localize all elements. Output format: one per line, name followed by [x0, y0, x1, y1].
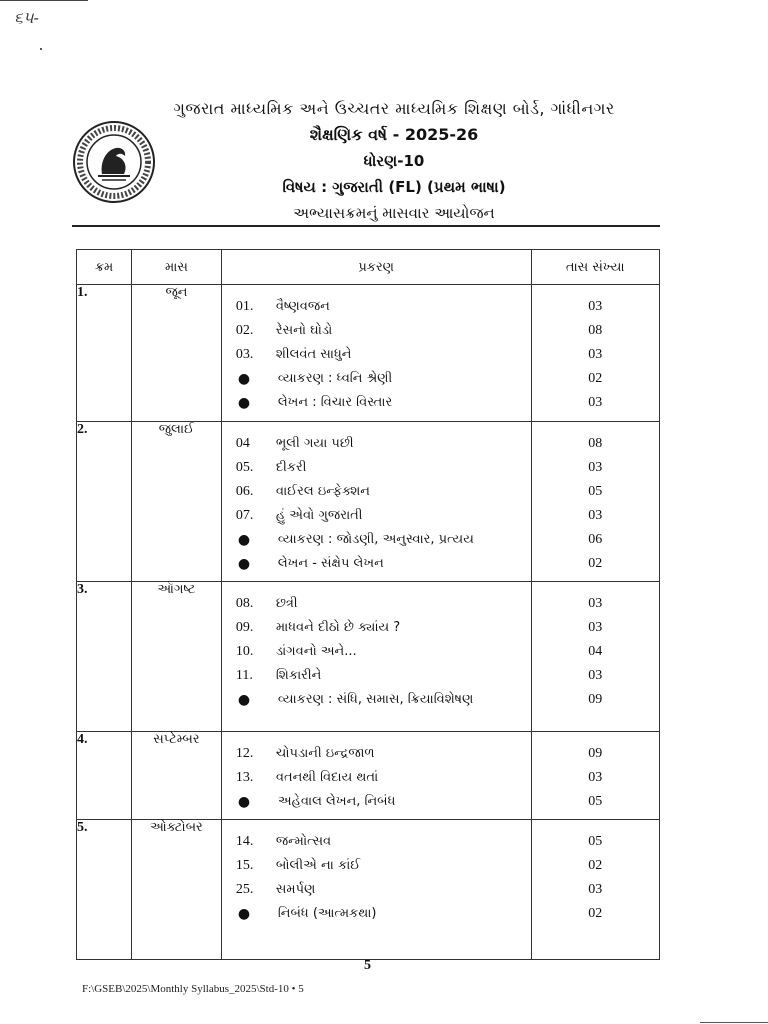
chapter-title: સમર્પણ — [275, 882, 316, 897]
syllabus-table — [76, 249, 660, 960]
bullet-icon: ● — [237, 692, 251, 708]
period-count: 05 — [588, 484, 603, 499]
header-rule — [72, 225, 660, 227]
month-serial: 3. — [77, 582, 132, 732]
list-item — [222, 528, 531, 552]
chapter-title: વ્યાકરણ : જોડણી, અનુસ્વાર, પ્રત્યય — [277, 532, 474, 547]
top-edge-line — [0, 0, 88, 1]
header-topic: પ્રકરણ — [221, 250, 531, 285]
count-cell — [531, 820, 660, 960]
chapter-title: વતનથી વિદાય થતાં — [275, 770, 379, 785]
list-item — [222, 295, 531, 319]
period-count: 05 — [588, 794, 603, 809]
table-row — [77, 732, 660, 820]
chapter-title: હું એવો ગુજરાતી — [275, 508, 363, 523]
board-name: ગુજરાત માધ્યમિક અને ઉચ્ચતર માધ્યમિક શિક્ષણ બોર્ડ, ગાંધીનગર — [173, 99, 615, 118]
month-name: જૂન — [132, 285, 222, 422]
period-count: 03 — [588, 299, 603, 314]
chapter-title: વાઈરલ ઇન્ફેક્શન — [275, 484, 370, 499]
list-item — [222, 343, 531, 367]
chapter-number: 12. — [235, 746, 254, 761]
month-name: ઓક્ટોબર — [132, 820, 222, 960]
topic-cell — [221, 285, 531, 422]
period-count: 08 — [588, 323, 603, 338]
chapter-number: 05. — [235, 460, 254, 475]
table-row — [77, 285, 660, 422]
list-item — [222, 830, 531, 854]
bullet-icon: ● — [237, 556, 251, 572]
corner-line — [700, 1022, 768, 1023]
period-count: 06 — [588, 532, 603, 547]
topic-cell — [221, 582, 531, 732]
chapter-number: 06. — [235, 484, 254, 499]
chapter-title: ચોપડાની ઇન્દ્રજાળ — [275, 746, 375, 761]
list-item — [222, 688, 531, 712]
month-serial: 4. — [77, 732, 132, 820]
count-cell — [531, 285, 660, 422]
month-name: જુલાઈ — [132, 422, 222, 582]
count-cell — [531, 422, 660, 582]
chapter-title: શિકારીને — [275, 668, 322, 683]
period-count: 03 — [588, 395, 603, 410]
chapter-title: બોલીએ ના કાંઈ — [275, 858, 361, 873]
list-item — [222, 640, 531, 664]
period-count: 03 — [588, 460, 603, 475]
chapter-title: માધવને દીઠો છે ક્યાંય ? — [275, 620, 401, 635]
chapter-title: જન્મોત્સવ — [275, 834, 332, 849]
chapter-title: ડાંગવનો અને... — [275, 644, 357, 659]
chapter-title: વ્યાકરણ : ધ્વનિ શ્રેણી — [277, 371, 393, 386]
bullet-icon: ● — [237, 906, 251, 922]
list-item — [222, 854, 531, 878]
month-serial: 5. — [77, 820, 132, 960]
handwritten-mark: ૬૫- — [14, 8, 39, 27]
subject-label: વિષય : ગુજરાતી (FL) (પ્રથમ ભાષા) — [282, 178, 506, 196]
list-item — [222, 432, 531, 456]
bullet-icon: ● — [237, 371, 251, 387]
period-count: 03 — [588, 882, 603, 897]
period-count: 03 — [588, 620, 603, 635]
list-item — [222, 367, 531, 391]
bullet-icon: ● — [237, 395, 251, 411]
ink-dot — [40, 48, 42, 50]
chapter-title: નિબંધ (આત્મકથા) — [277, 906, 377, 921]
period-count: 02 — [588, 858, 603, 873]
period-count: 04 — [588, 644, 603, 659]
list-item — [222, 742, 531, 766]
list-item — [222, 664, 531, 688]
list-item — [222, 790, 531, 814]
plan-title: અભ્યાસક્રમનું માસવાર આયોજન — [293, 204, 495, 222]
period-count: 03 — [588, 347, 603, 362]
chapter-title: છત્રી — [275, 596, 298, 611]
list-item — [222, 480, 531, 504]
period-count: 03 — [588, 596, 603, 611]
chapter-title: વ્યાકરણ : સંધિ, સમાસ, ક્રિયાવિશેષણ — [277, 692, 474, 707]
chapter-number: 01. — [235, 299, 254, 314]
period-count: 08 — [588, 436, 603, 451]
bullet-icon: ● — [237, 794, 251, 810]
header-count: તાસ સંખ્યા — [531, 250, 660, 285]
list-item — [222, 319, 531, 343]
period-count: 03 — [588, 508, 603, 523]
chapter-number: 14. — [235, 834, 254, 849]
list-item — [222, 391, 531, 415]
page-number: 5 — [364, 958, 371, 973]
chapter-title: દીકરી — [275, 460, 307, 475]
chapter-title: લેખન - સંક્ષેપ લેખન — [277, 556, 384, 571]
chapter-number: 10. — [235, 644, 254, 659]
standard-label: ધોરણ-10 — [363, 152, 425, 170]
list-item — [222, 616, 531, 640]
document-header — [120, 96, 668, 226]
list-item — [222, 902, 531, 926]
month-serial: 2. — [77, 422, 132, 582]
list-item — [222, 456, 531, 480]
chapter-number: 03. — [235, 347, 254, 362]
table-row — [77, 820, 660, 960]
header-month: માસ — [132, 250, 222, 285]
list-item — [222, 552, 531, 576]
topic-cell — [221, 422, 531, 582]
period-count: 03 — [588, 770, 603, 785]
chapter-number: 09. — [235, 620, 254, 635]
list-item — [222, 766, 531, 790]
chapter-number: 04 — [235, 436, 250, 451]
period-count: 03 — [588, 668, 603, 683]
topic-cell — [221, 820, 531, 960]
table-row — [77, 422, 660, 582]
period-count: 05 — [588, 834, 603, 849]
chapter-number: 02. — [235, 323, 254, 338]
chapter-number: 13. — [235, 770, 254, 785]
count-cell — [531, 732, 660, 820]
table-row — [77, 582, 660, 732]
month-name: સપ્ટેમ્બર — [132, 732, 222, 820]
table-header-row — [77, 250, 660, 285]
period-count: 09 — [588, 746, 603, 761]
month-name: ઑગષ્ટ — [132, 582, 222, 732]
period-count: 02 — [588, 371, 603, 386]
bullet-icon: ● — [237, 532, 251, 548]
footer-path: F:\GSEB\2025\Monthly Syllabus_2025\Std-10 • 5 — [82, 983, 304, 995]
period-count: 02 — [588, 556, 603, 571]
chapter-title: વૈષ્ણવજન — [275, 299, 330, 314]
topic-cell — [221, 732, 531, 820]
chapter-title: શીલવંત સાધુને — [275, 347, 352, 362]
list-item — [222, 878, 531, 902]
list-item — [222, 592, 531, 616]
chapter-number: 07. — [235, 508, 254, 523]
list-item — [222, 504, 531, 528]
chapter-number: 15. — [235, 858, 254, 873]
count-cell — [531, 582, 660, 732]
chapter-title: લેખન : વિચાર વિસ્તાર — [277, 395, 393, 410]
chapter-number: 25. — [235, 882, 254, 897]
chapter-title: ભૂલી ગયા પછી — [275, 436, 354, 451]
chapter-title: અહેવાલ લેખન, નિબંધ — [277, 794, 396, 809]
month-serial: 1. — [77, 285, 132, 422]
header-no: ક્રમ — [77, 250, 132, 285]
chapter-title: રેસનો ઘોડો — [275, 323, 333, 338]
academic-year: શૈક્ષણિક વર્ષ - 2025-26 — [309, 125, 479, 144]
period-count: 09 — [588, 692, 603, 707]
chapter-number: 11. — [235, 668, 253, 683]
period-count: 02 — [588, 906, 603, 921]
chapter-number: 08. — [235, 596, 254, 611]
